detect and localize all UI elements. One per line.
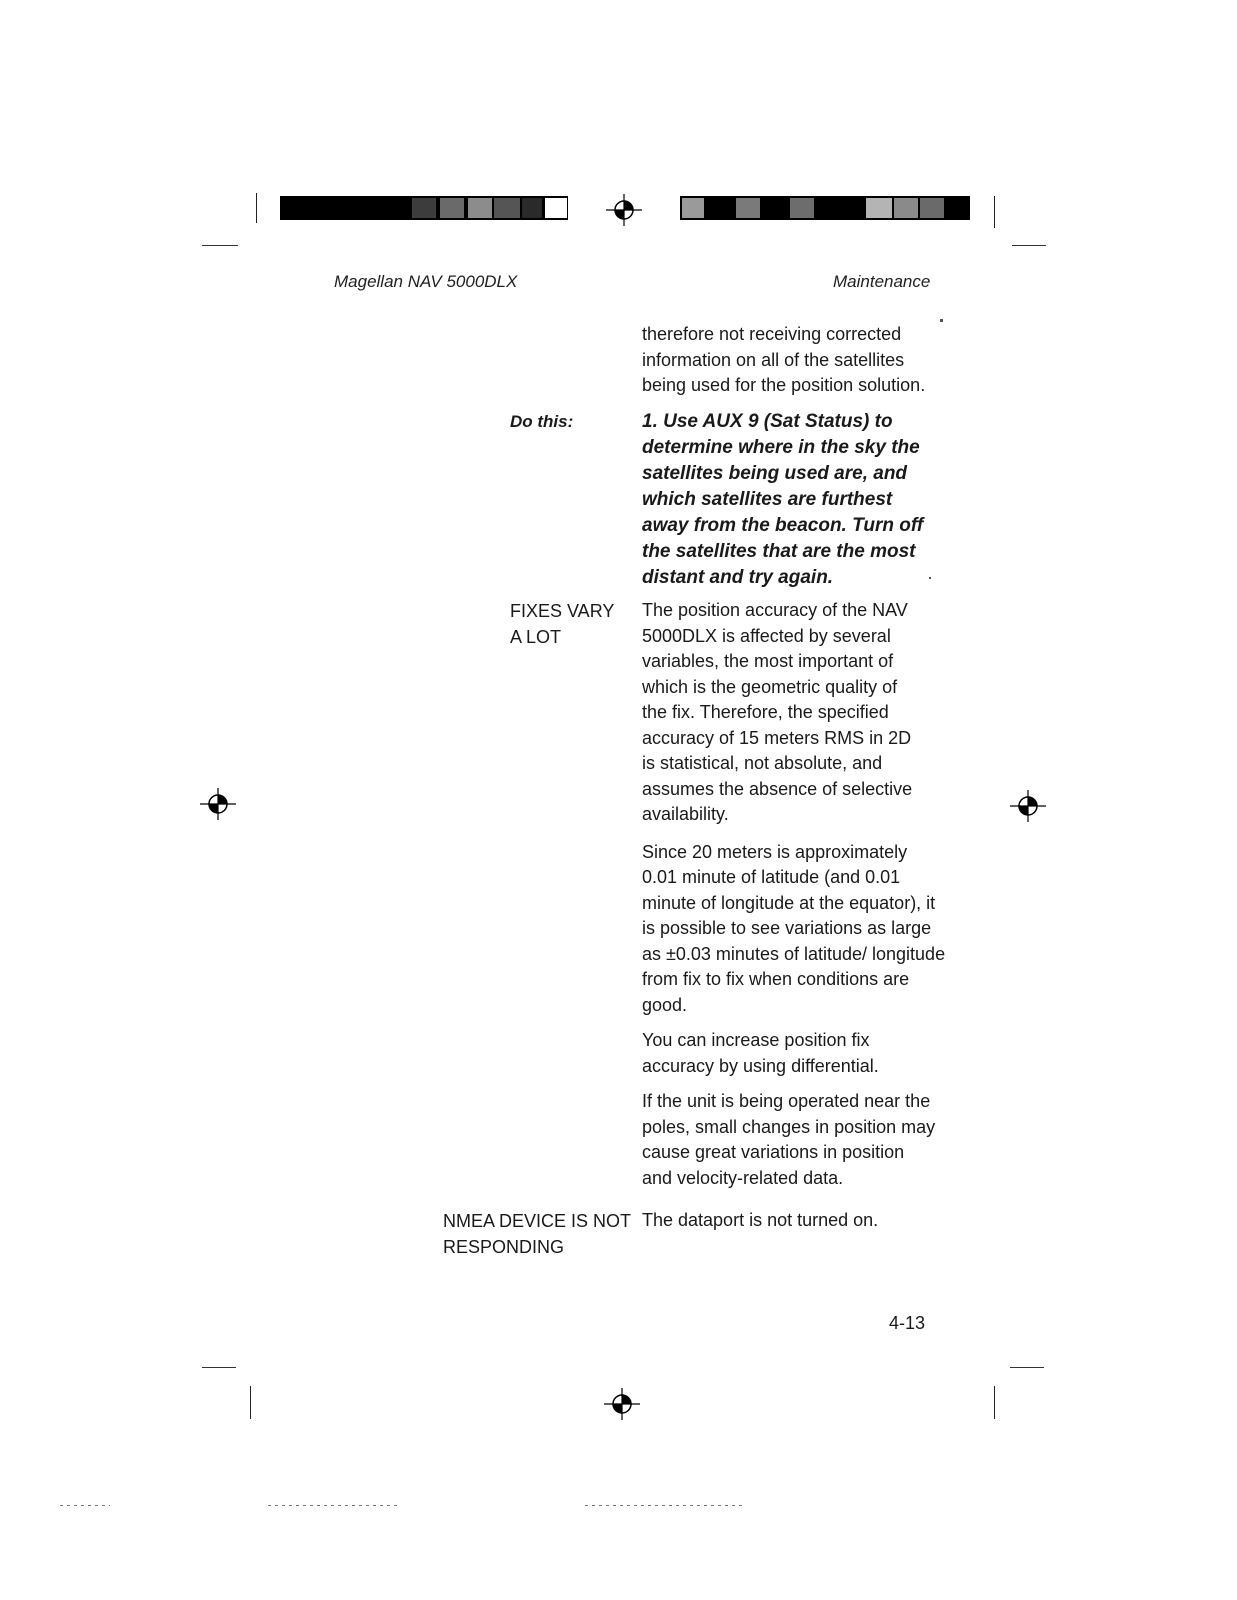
paragraph: If the unit is being operated near the poles, small changes in position may cause great variations in position and velocity-related data. (642, 1091, 936, 1188)
color-bar-right (680, 196, 970, 220)
registration-mark-icon (1010, 788, 1046, 824)
do-this-instruction: 1. Use AUX 9 (Sat Status) to determine where in the sky the satellites being used are, and which satellites are furthest away from the beacon. Turn off the satellites that are the most distant and try again. (642, 411, 924, 588)
crop-mark (994, 196, 995, 228)
crop-mark (1012, 245, 1046, 246)
crop-mark (202, 245, 238, 246)
scan-speck (940, 319, 943, 322)
continuation-paragraph (642, 322, 952, 409)
paragraph: You can increase position fix accuracy by using differential. (642, 1030, 879, 1076)
crop-mark (256, 193, 257, 223)
registration-mark-icon (604, 1386, 640, 1422)
registration-mark-icon (200, 786, 236, 822)
crop-mark (994, 1386, 995, 1419)
do-this-label: Do this: (510, 412, 574, 431)
scan-dash (60, 1505, 110, 1506)
nmea-label: NMEA DEVICE IS NOT RESPONDING (443, 1211, 632, 1257)
paragraph: The position accuracy of the NAV 5000DLX is affected by several variables, the most important of which is the geometric quality of the fix. Therefore, the specified accuracy of 15 meters RMS in 2D is statistical, not absolute, and assumes the absence of selective availability. (642, 600, 913, 824)
color-bar-left (280, 196, 568, 220)
crop-mark (202, 1367, 236, 1368)
registration-mark-icon (606, 192, 642, 228)
paragraph: Since 20 meters is approximately 0.01 minute of latitude (and 0.01 minute of longitude at the equator), it is possible to see variations as large as ±0.03 minutes of latitude/ longitude from fix to fix when conditions are good. (642, 841, 946, 1015)
running-head-left: Magellan NAV 5000DLX (334, 272, 518, 291)
page-number: 4-13 (889, 1313, 926, 1333)
crop-mark (1010, 1367, 1044, 1368)
running-head-right: Maintenance (833, 272, 931, 291)
fixes-vary-label: FIXES VARY A LOT (510, 601, 615, 647)
crop-mark (250, 1386, 251, 1419)
scan-speck (929, 577, 931, 579)
scan-dash (268, 1505, 398, 1506)
paragraph: therefore not receiving corrected information on all of the satellites being used for the position solution. (642, 324, 926, 395)
fixes-vary-text (642, 598, 952, 1201)
scan-dash (585, 1505, 745, 1506)
nmea-text: The dataport is not turned on. (642, 1210, 879, 1230)
